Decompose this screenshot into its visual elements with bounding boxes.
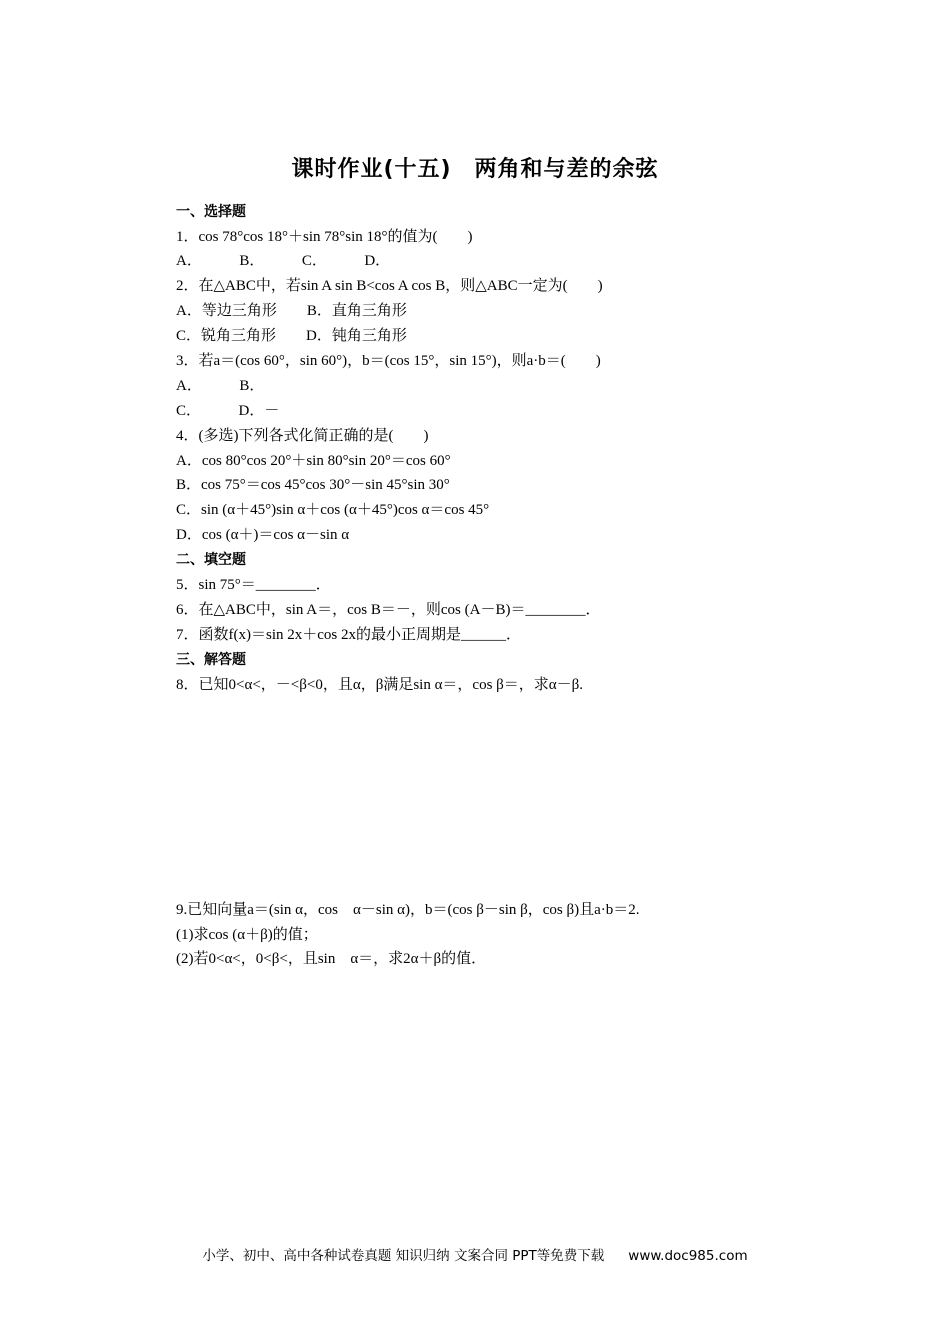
question-line: (1)求cos (α＋β)的值； — [176, 927, 318, 943]
footer-url[interactable]: www.doc985.com — [628, 1248, 748, 1264]
question-line: 3．若a＝(cos 60°，sin 60°)，b＝(cos 15°，sin 15°)，则a·b＝( ) — [176, 353, 601, 369]
question-line: 1．cos 78°cos 18°＋sin 78°sin 18°的值为( ) — [176, 229, 473, 245]
page-footer — [0, 1244, 950, 1264]
question-line: 9.已知向量a＝(sin α，cos α－sin α)，b＝(cos β－sin β，cos β)且a·b＝2. — [176, 902, 640, 918]
question-line: A．等边三角形 B．直角三角形 — [176, 303, 407, 319]
question-line: 2．在△ABC中，若sin A sin B<cos A cos B，则△ABC一定为( ) — [176, 278, 603, 294]
footer-text: 小学、初中、高中各种试卷真题 知识归纳 文案合同 PPT等免费下载 — [202, 1248, 605, 1264]
section-heading: 一、选择题 — [176, 204, 246, 220]
question-line: (2)若0<α<，0<β<，且sin α＝，求2α＋β的值． — [176, 951, 487, 967]
question-line: 7．函数f(x)＝sin 2x＋cos 2x的最小正周期是______． — [176, 627, 521, 643]
page-title: 课时作业(十五) 两角和与差的余弦 — [291, 157, 659, 182]
question-line: A． B． C． D． — [176, 253, 391, 269]
question-line: 6．在△ABC中，sin A＝，cos B＝－，则cos (A－B)＝________． — [176, 602, 601, 618]
question-line: C．sin (α＋45°)sin α＋cos (α＋45°)cos α＝cos 45° — [176, 502, 490, 518]
question-line: C．锐角三角形 D．钝角三角形 — [176, 328, 407, 344]
question-line: D．cos (α＋)＝cos α－sin α — [176, 527, 350, 543]
question-line: A．cos 80°cos 20°＋sin 80°sin 20°＝cos 60° — [176, 453, 451, 469]
section-heading: 二、填空题 — [176, 552, 246, 568]
question-line: 4．(多选)下列各式化简正确的是( ) — [176, 428, 429, 444]
question-line: 5．sin 75°＝________． — [176, 577, 331, 593]
question-line: A． B． — [176, 378, 265, 394]
question-line: C． D．－ — [176, 403, 280, 419]
section-heading: 三、解答题 — [176, 652, 246, 668]
question-line: 8．已知0<α<，－<β<0，且α，β满足sin α＝，cos β＝，求α－β. — [176, 677, 584, 693]
question-line: B．cos 75°＝cos 45°cos 30°－sin 45°sin 30° — [176, 477, 450, 493]
